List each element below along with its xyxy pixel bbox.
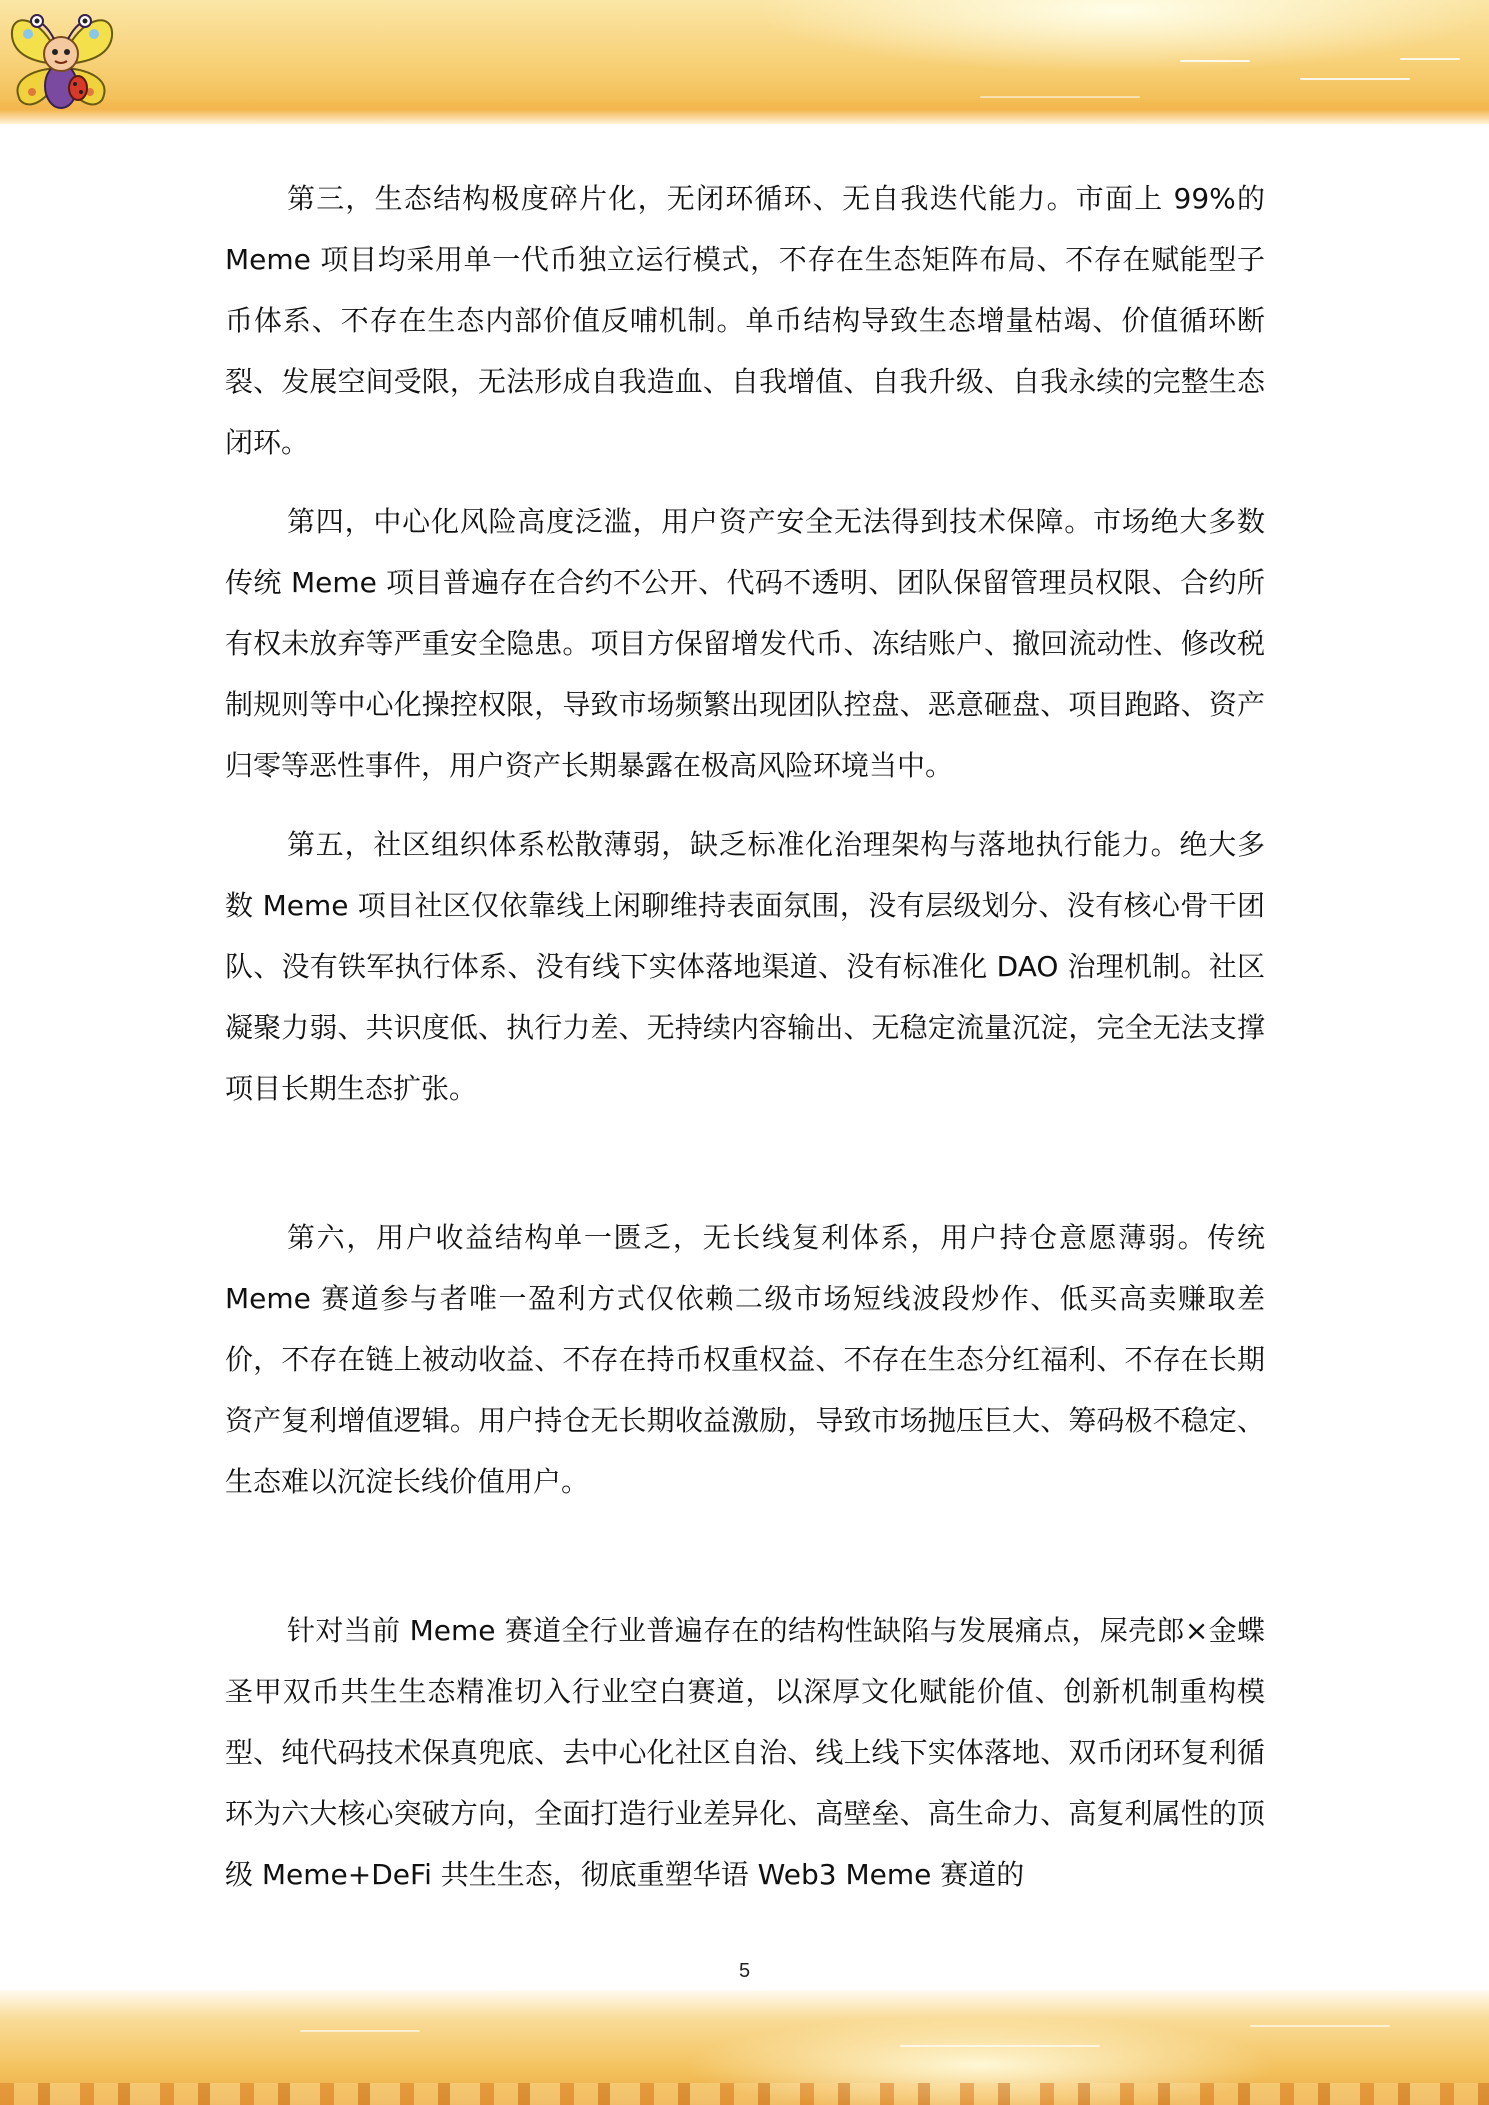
header-banner: [0, 0, 1489, 124]
document-body: [225, 168, 1265, 1905]
page-number: 5: [738, 1960, 751, 1982]
decorative-glint: [1250, 2025, 1390, 2027]
paragraph-sixth: 第六，用户收益结构单一匮乏，无长线复利体系，用户持仓意愿薄弱。传统Meme 赛道参与者唯一盈利方式仅依赖二级市场短线波段炒作、低买高卖赚取差价，不存在链上被动收益、不存在持币权重权益、不存在生态分红福利、不存在长期资产复利增值逻辑。用户持仓无长期收益激励，导致市场抛压巨大、筹码极不稳定、生态难以沉淀长线价值用户。: [225, 1221, 1265, 1498]
decorative-glint: [1300, 78, 1410, 80]
paragraph-third: 第三，生态结构极度碎片化，无闭环循环、无自我迭代能力。市面上 99%的 Meme 项目均采用单一代币独立运行模式，不存在生态矩阵布局、不存在赋能型子币体系、不存在生态内部价值反哺机制。单币结构导致生态增量枯竭、价值循环断裂、发展空间受限，无法形成自我造血、自我增值、自我升级、自我永续的完整生态闭环。: [225, 182, 1265, 459]
decorative-glint: [1400, 58, 1460, 60]
paragraph-fourth: 第四，中心化风险高度泛滥，用户资产安全无法得到技术保障。市场绝大多数传统 Meme 项目普遍存在合约不公开、代码不透明、团队保留管理员权限、合约所有权未放弃等严重安全隐患。项目方保留增发代币、冻结账户、撤回流动性、修改税制规则等中心化操控权限，导致市场频繁出现团队控盘、恶意砸盘、项目跑路、资产归零等恶性事件，用户资产长期暴露在极高风险环境当中。: [225, 505, 1265, 782]
decorative-glint: [300, 2030, 420, 2032]
decorative-glint: [1180, 60, 1250, 62]
paragraph-summary: 针对当前 Meme 赛道全行业普遍存在的结构性缺陷与发展痛点，屎壳郎×金蝶圣甲双币共生生态精准切入行业空白赛道，以深厚文化赋能价值、创新机制重构模型、纯代码技术保真兜底、去中心化社区自治、线上线下实体落地、双币闭环复利循环为六大核心突破方向，全面打造行业差异化、高壁垒、高生命力、高复利属性的顶级 Meme+DeFi 共生生态，彻底重塑华语 Web3 Meme 赛道的: [225, 1614, 1265, 1891]
decorative-glint: [900, 2045, 1100, 2047]
footer-banner: [0, 1990, 1489, 2105]
paragraph-fifth: 第五，社区组织体系松散薄弱，缺乏标准化治理架构与落地执行能力。绝大多数 Meme 项目社区仅依靠线上闲聊维持表面氛围，没有层级划分、没有核心骨干团队、没有铁军执行体系、没有线下实体落地渠道、没有标准化 DAO 治理机制。社区凝聚力弱、共识度低、执行力差、无持续内容输出、无稳定流量沉淀，完全无法支撑项目长期生态扩张。: [225, 828, 1265, 1105]
decorative-glint: [980, 96, 1140, 98]
butterfly-mascot-icon: [2, 6, 120, 118]
